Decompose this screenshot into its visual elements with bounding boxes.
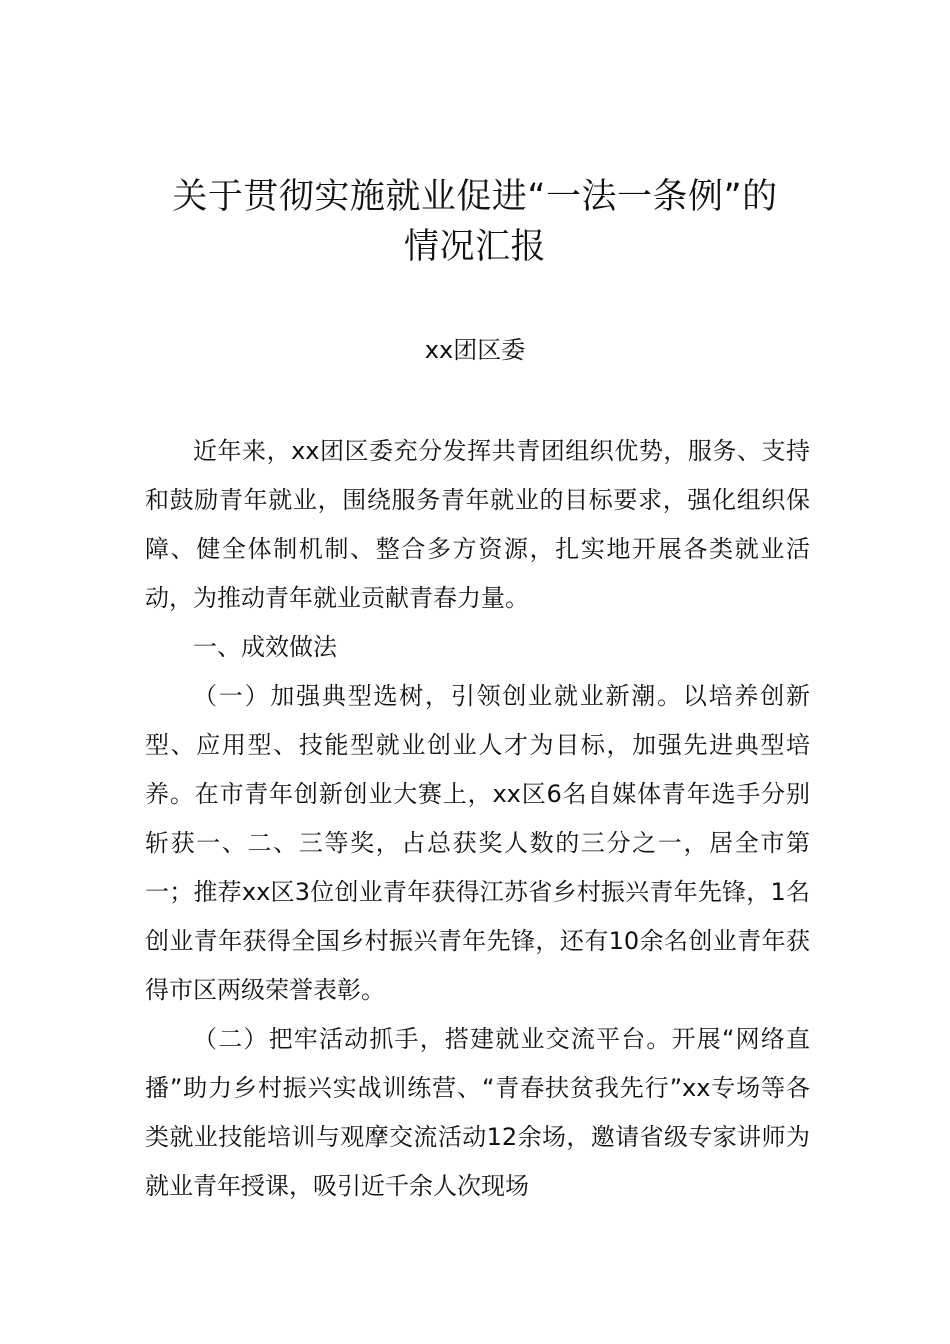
section-heading: 一、成效做法 (193, 633, 337, 661)
paragraph-section-1: （一）加强典型选树，引领创业就业新潮。以培养创新型、应用型、技能型就业创业人才为目标，加强先进典型培养。在市青年创新创业大赛上，xx区6名自媒体青年选手分别斩获一、二、三等奖，占总获奖人数的三分之一，居全市第一；推荐xx区3位创业青年获得江苏省乡村振兴青年先锋，1名创业青年获得全国乡村振兴青年先锋，还有10余名创业青年获得市区两级荣誉表彰。 (145, 682, 810, 1004)
paragraph-section-2: （二）把牢活动抓手，搭建就业交流平台。开展“网络直播”助力乡村振兴实战训练营、“青春扶贫我先行”xx专场等各类就业技能培训与观摩交流活动12余场，邀请省级专家讲师为就业青年授课，吸引近千余人次现场 (145, 1025, 810, 1200)
paragraph-intro: 近年来，xx团区委充分发挥共青团组织优势，服务、支持和鼓励青年就业，围绕服务青年就业的目标要求，强化组织保障、健全体制机制、整合多方资源，扎实地开展各类就业活动，为推动青年就业贡献青春力量。 (145, 437, 810, 612)
author-line: xx团区委 (424, 336, 526, 364)
document-title (120, 172, 830, 272)
title-line-1: 关于贯彻实施就业促进“一法一条例”的 (172, 177, 778, 217)
title-line-2: 情况汇报 (403, 227, 546, 267)
document-body (145, 427, 810, 1211)
